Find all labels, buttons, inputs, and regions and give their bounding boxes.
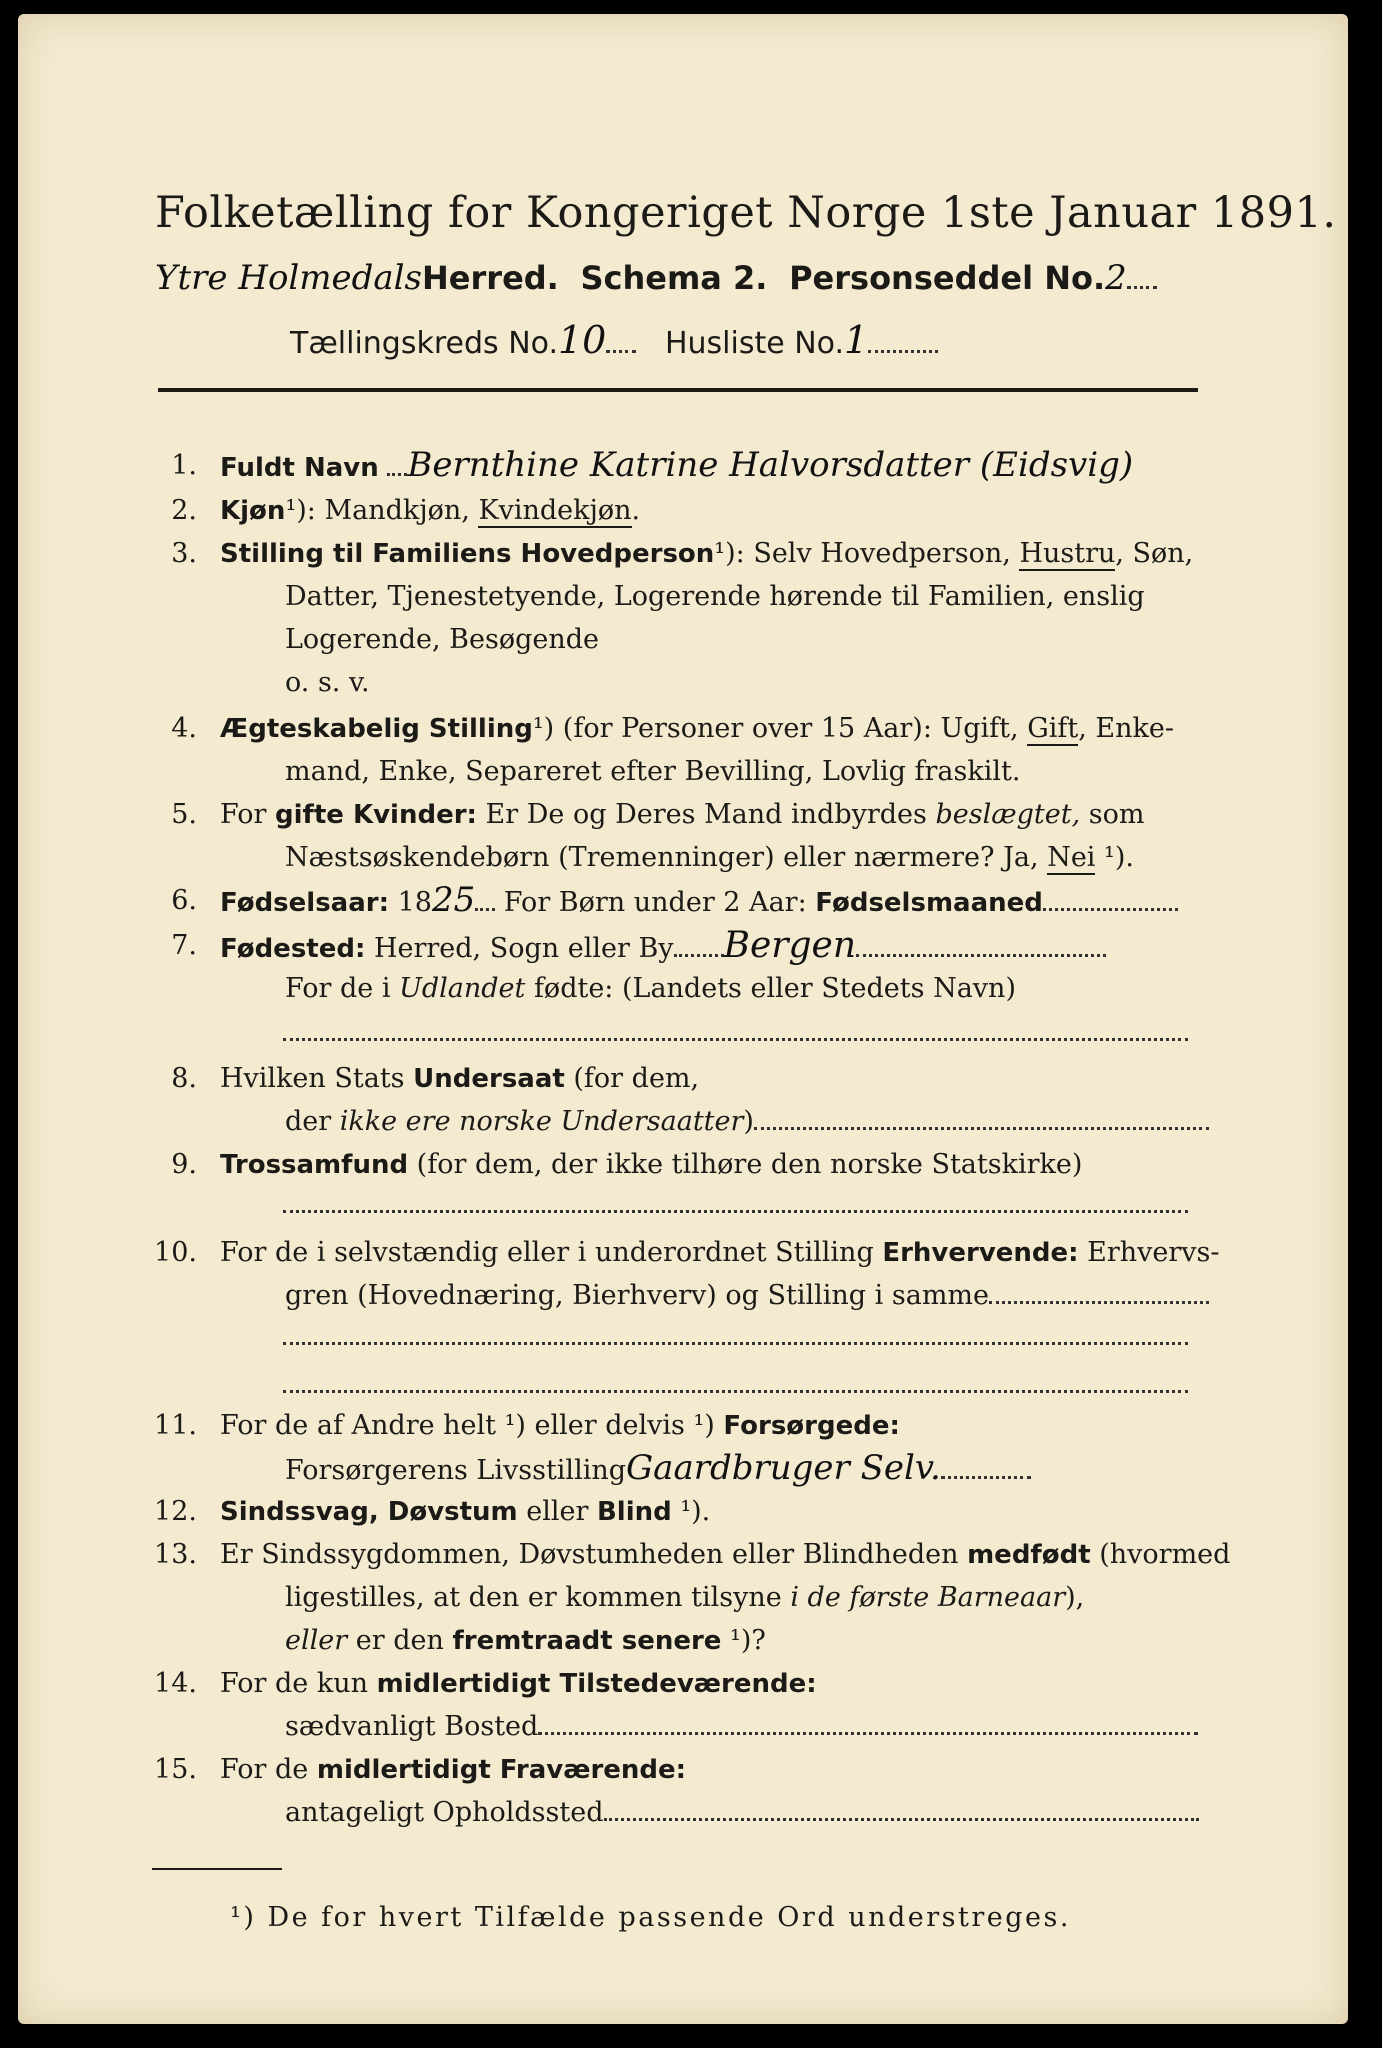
item-12-number: 12.	[154, 1496, 197, 1527]
item-15-label: midlertidigt Fraværende:	[316, 1755, 687, 1785]
item-11-line1: For de af Andre helt ¹) eller delvis ¹) Forsørgede:	[220, 1410, 900, 1441]
item-4-number: 4.	[171, 713, 197, 744]
full-name-value: Bernthine Katrine Halvorsdatter (Eidsvig)	[407, 445, 1134, 485]
kreds-line	[290, 318, 938, 362]
item-13-line1: Er Sindssygdommen, Døvstumheden eller Blindheden medfødt (hvormed	[220, 1539, 1231, 1570]
item-6-label: Fødselsaar:	[220, 888, 389, 918]
husliste-label: Husliste No.	[664, 326, 845, 361]
taellingskreds-value: 10	[558, 318, 607, 362]
herred-handwritten: Ytre Holmedals	[155, 258, 423, 298]
item-6-number: 6.	[171, 885, 197, 916]
item-13-line2: ligestilles, at den er kommen tilsyne i de første Barneaar),	[285, 1582, 1085, 1613]
schema-label: Schema 2.	[580, 259, 768, 297]
item-13-number: 13.	[154, 1539, 197, 1570]
item-2-number: 2.	[171, 495, 197, 526]
personseddel-label: Personseddel No.	[789, 259, 1106, 297]
husliste-value: 1	[844, 318, 869, 362]
item-4-label: Ægteskabelig Stilling	[220, 714, 533, 744]
item-7-number: 7.	[171, 930, 197, 961]
item-11-line2: Forsørgerens LivsstillingGaardbruger Selv.	[285, 1448, 1031, 1491]
item-15-line2: antageligt Opholdssted	[285, 1792, 1199, 1833]
item-1-number: 1.	[171, 450, 197, 481]
item-14-line1: For de kun midlertidigt Tilstedeværende:	[220, 1668, 817, 1699]
item-14-label: midlertidigt Tilstedeværende:	[376, 1669, 817, 1699]
item-13-label: medfødt	[967, 1540, 1091, 1570]
item-5-line2: Næstsøskendebørn (Tremenninger) eller nærmere? Ja, Nei ¹).	[285, 842, 1134, 873]
item-3-number: 3.	[171, 538, 197, 569]
taellingskreds-label: Tællingskreds No.	[290, 326, 558, 361]
item-5-label: gifte Kvinder:	[275, 800, 477, 830]
item-5-line1: For gifte Kvinder: Er De og Deres Mand indbyrdes beslægtet, som	[220, 799, 1145, 830]
item-8-line1: Hvilken Stats Undersaat (for dem,	[220, 1063, 700, 1094]
provider-occupation-value: Gaardbruger Selv.	[626, 1448, 941, 1488]
birthplace-value: Bergen	[723, 925, 857, 966]
item-10-blank-line-2	[283, 1390, 1188, 1393]
item-3-label: Stilling til Familiens Hovedperson	[220, 539, 715, 569]
item-10-number: 10.	[154, 1237, 197, 1268]
item-11-label: Forsørgede:	[723, 1411, 900, 1441]
gift-underlined: Gift	[1027, 713, 1079, 744]
item-3-line2: Datter, Tjenestetyende, Logerende hørende til Familien, enslig	[285, 581, 1145, 612]
item-4-line1: Ægteskabelig Stilling¹) (for Personer over 15 Aar): Ugift, Gift, Enke-	[220, 713, 1174, 744]
item-6: Fødselsaar: 1825 For Børn under 2 Aar: Fødselsmaaned	[220, 880, 1178, 924]
kvindekjon-underlined: Kvindekjøn	[478, 495, 632, 526]
item-8-line2: der ikke ere norske Undersaatter)	[285, 1101, 1209, 1142]
personseddel-number: 2	[1105, 258, 1127, 298]
item-3-line4: o. s. v.	[285, 667, 370, 698]
footnote-divider	[152, 1868, 282, 1870]
item-3-line3: Logerende, Besøgende	[285, 624, 599, 655]
footnote: ¹) De for hvert Tilfælde passende Ord understreges.	[230, 1902, 1071, 1933]
item-10-line1: For de i selvstændig eller i underordnet Stilling Erhvervende: Erhvervs-	[220, 1237, 1220, 1268]
item-10-line2: gren (Hovednæring, Bierhverv) og Stilling i samme	[285, 1275, 1209, 1316]
item-1	[220, 445, 1133, 489]
item-7-line2: For de i Udlandet fødte: (Landets eller Stedets Navn)	[285, 973, 1016, 1004]
item-14-number: 14.	[154, 1668, 197, 1699]
item-7-line1: Fødested: Herred, Sogn eller By Bergen	[220, 925, 1106, 970]
item-8-label: Undersaat	[413, 1064, 565, 1094]
item-1-label: Fuldt Navn	[220, 453, 379, 483]
item-9-label: Trossamfund	[220, 1150, 409, 1180]
item-8-number: 8.	[171, 1063, 197, 1094]
form-title: Folketælling for Kongeriget Norge 1ste Januar 1891.	[155, 188, 1337, 238]
item-12: Sindssvag, Døvstum eller Blind ¹).	[220, 1496, 711, 1527]
item-2: Kjøn¹): Mandkjøn, Kvindekjøn.	[220, 495, 641, 526]
item-15-line1: For de midlertidigt Fraværende:	[220, 1754, 687, 1785]
hustru-underlined: Hustru	[1019, 538, 1116, 569]
item-4-line2: mand, Enke, Separeret efter Bevilling, Lovlig fraskilt.	[285, 756, 1021, 787]
header-divider	[158, 388, 1198, 392]
item-7-blank-line	[283, 1038, 1188, 1041]
item-2-label: Kjøn	[220, 496, 286, 526]
item-7-label: Fødested:	[220, 934, 366, 964]
item-9-blank-line	[283, 1210, 1188, 1213]
item-15-number: 15.	[154, 1754, 197, 1785]
item-3-line1: Stilling til Familiens Hovedperson¹): Selv Hovedperson, Hustru, Søn,	[220, 538, 1194, 569]
item-5-number: 5.	[171, 799, 197, 830]
herred-line	[155, 258, 1157, 298]
herred-label: Herred.	[422, 259, 559, 297]
item-14-line2: sædvanligt Bosted	[285, 1706, 1198, 1747]
item-13-line3: eller er den fremtraadt senere ¹)?	[285, 1625, 766, 1656]
item-11-number: 11.	[154, 1410, 197, 1441]
item-10-blank-line-1	[283, 1342, 1188, 1345]
birth-year-value: 25	[431, 880, 476, 920]
item-9-number: 9.	[171, 1149, 197, 1180]
item-9-line1: Trossamfund (for dem, der ikke tilhøre den norske Statskirke)	[220, 1149, 1083, 1180]
item-10-label: Erhvervende:	[882, 1238, 1079, 1268]
item-12-label: Sindssvag, Døvstum	[220, 1497, 518, 1527]
nei-underlined: Nei	[1047, 842, 1096, 873]
